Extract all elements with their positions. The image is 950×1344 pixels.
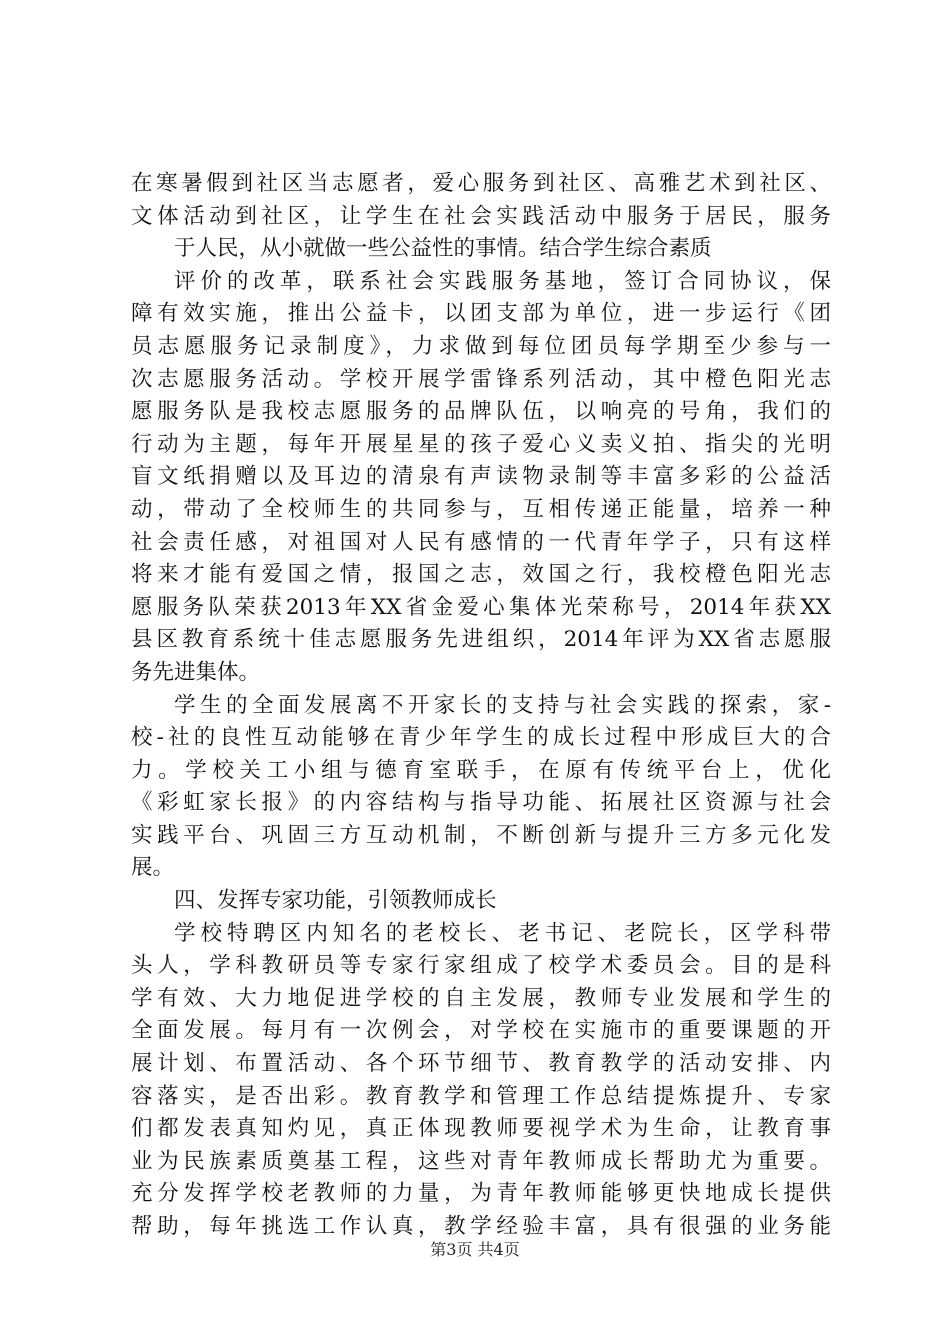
text-line: 员志愿服务记录制度》，力求做到每位团员每学期至少参与一 [131, 333, 831, 359]
text-line: 将来才能有爱国之情，报国之志，效国之行，我校橙色阳光志 [131, 562, 831, 588]
page-footer [0, 1240, 950, 1260]
page-number: 第3页 共4页 [430, 1240, 520, 1259]
text-line: 《彩虹家长报》的内容结构与指导功能、拓展社区资源与社会 [131, 790, 831, 816]
text-line: 务先进集体。 [131, 659, 261, 685]
text-line: 在寒暑假到社区当志愿者，爱心服务到社区、高雅艺术到社区、 [131, 171, 831, 196]
text-line: 行动为主题，每年开展星星的孩子爱心义卖义拍、指尖的光明 [131, 431, 831, 457]
text-line: 于人民，从小就做一些公益性的事情。结合学生综合素质 [174, 236, 712, 262]
text-line: 评价的改革，联系社会实践服务基地，签订合同协议，保 [174, 268, 831, 294]
text-line: 展计划、布置活动、各个环节细节、教育教学的活动安排、内 [131, 1051, 831, 1077]
text-line: 全面发展。每月有一次例会，对学校在实施市的重要课题的开 [131, 1018, 831, 1044]
text-line: 愿服务队是我校志愿服务的品牌队伍，以响亮的号角，我们的 [131, 399, 831, 425]
text-line: 展。 [131, 855, 175, 881]
text-line: 们都发表真知灼见，真正体现教师要视学术为生命，让教育事 [131, 1116, 831, 1142]
text-line: 动，带动了全校师生的共同参与，互相传递正能量，培养一种 [131, 496, 831, 522]
text-line: 帮助，每年挑选工作认真，教学经验丰富，具有很强的业务能 [131, 1214, 831, 1239]
text-line: 校-社的良性互动能够在青少年学生的成长过程中形成巨大的合 [131, 725, 831, 751]
document-body [131, 168, 831, 1244]
text-line: 实践平台、巩固三方互动机制，不断创新与提升三方多元化发 [131, 822, 831, 848]
text-line: 文体活动到社区，让学生在社会实践活动中服务于居民，服务 [131, 203, 831, 229]
text-line: 盲文纸捐赠以及耳边的清泉有声读物录制等丰富多彩的公益活 [131, 464, 831, 490]
text-line: 社会责任感，对祖国对人民有感情的一代青年学子，只有这样 [131, 529, 831, 555]
text-line: 次志愿服务活动。学校开展学雷锋系列活动，其中橙色阳光志 [131, 366, 831, 392]
text-line: 学校特聘区内知名的老校长、老书记、老院长，区学科带 [174, 920, 831, 946]
text-line: 充分发挥学校老教师的力量，为青年教师能够更快地成长提供 [131, 1181, 831, 1207]
text-line: 业为民族素质奠基工程，这些对青年教师成长帮助尤为重要。 [131, 1148, 831, 1174]
text-line: 愿服务队荣获2013年XX省金爱心集体光荣称号，2014年获XX [131, 594, 831, 620]
text-line: 容落实，是否出彩。教育教学和管理工作总结提炼提升、专家 [131, 1083, 831, 1109]
text-line: 学有效、大力地促进学校的自主发展，教师专业发展和学生的 [131, 985, 831, 1011]
text-line: 头人，学科教研员等专家行家组成了校学术委员会。目的是科 [131, 953, 831, 979]
text-line: 四、发挥专家功能，引领教师成长 [174, 888, 497, 914]
text-line: 力。学校关工小组与德育室联手，在原有传统平台上，优化 [131, 757, 831, 783]
text-line: 障有效实施，推出公益卡，以团支部为单位，进一步运行《团 [131, 301, 831, 327]
text-line: 县区教育系统十佳志愿服务先进组织，2014年评为XX省志愿服 [131, 627, 831, 653]
text-line: 学生的全面发展离不开家长的支持与社会实践的探索，家- [174, 692, 831, 718]
